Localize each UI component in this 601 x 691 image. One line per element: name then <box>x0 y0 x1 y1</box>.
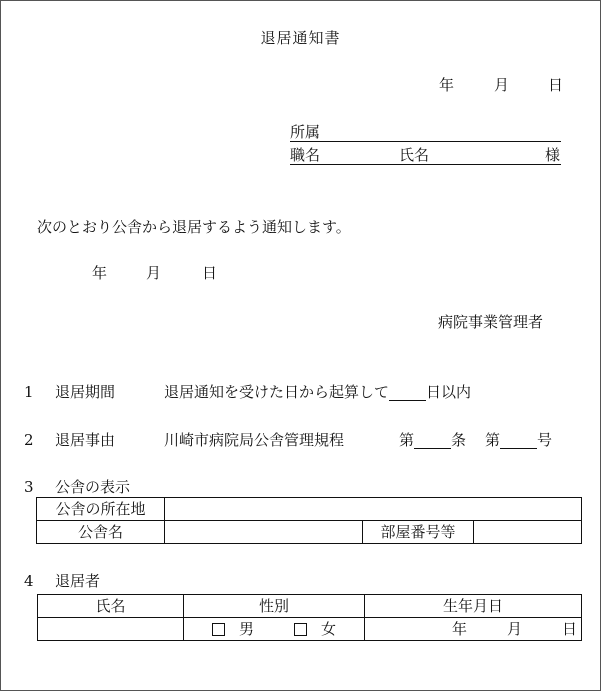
section-1-number: 1 <box>24 383 34 401</box>
housing-name-input[interactable] <box>165 521 363 544</box>
period-days-blank[interactable] <box>389 384 426 401</box>
affiliation-underline <box>290 141 561 142</box>
effective-date-day: 日 <box>202 264 218 282</box>
section-4-number: 4 <box>24 572 34 590</box>
name-label: 氏名 <box>399 146 430 164</box>
affiliation-label: 所属 <box>290 123 321 141</box>
issue-date-month: 月 <box>494 76 510 94</box>
room-label: 部屋番号等 <box>363 521 474 544</box>
recipient-underline <box>290 164 561 165</box>
male-label: 男 <box>238 620 254 638</box>
period-text-after: 日以内 <box>426 383 472 401</box>
section-4-label: 退居者 <box>55 572 101 590</box>
notice-text: 次のとおり公舎から退居するよう通知します。 <box>37 218 351 236</box>
issue-date-day: 日 <box>548 76 564 94</box>
document-title: 退居通知書 <box>260 29 341 47</box>
housing-table <box>36 497 582 544</box>
female-label: 女 <box>321 620 337 638</box>
issuer: 病院事業管理者 <box>438 313 544 331</box>
effective-date-month: 月 <box>146 264 162 282</box>
housing-name-label: 公舎名 <box>37 521 165 544</box>
item-prefix: 第 <box>485 431 501 449</box>
location-label: 公舎の所在地 <box>37 498 165 521</box>
birth-year: 年 <box>451 620 467 638</box>
col-gender-header: 性別 <box>184 595 365 618</box>
col-birth-header: 生年月日 <box>365 595 582 618</box>
item-suffix: 号 <box>537 431 553 449</box>
male-checkbox[interactable] <box>212 623 225 636</box>
effective-date-year: 年 <box>92 264 108 282</box>
table-row <box>37 521 582 544</box>
section-2-article <box>399 431 552 449</box>
birth-month: 月 <box>506 620 522 638</box>
gender-cell <box>184 618 365 641</box>
room-input[interactable] <box>474 521 582 544</box>
location-input[interactable] <box>165 498 582 521</box>
birth-day: 日 <box>561 620 577 638</box>
female-checkbox[interactable] <box>294 623 307 636</box>
section-1-text <box>164 383 471 401</box>
section-1-label: 退居期間 <box>55 383 116 401</box>
item-blank[interactable] <box>500 432 537 449</box>
table-row <box>37 498 582 521</box>
section-2-number: 2 <box>24 431 34 449</box>
article-prefix: 第 <box>399 431 415 449</box>
period-text-before: 退居通知を受けた日から起算して <box>164 383 390 401</box>
table-row <box>38 595 582 618</box>
col-name-header: 氏名 <box>38 595 184 618</box>
honorific: 様 <box>545 146 561 164</box>
resident-name-input[interactable] <box>38 618 184 641</box>
position-label: 職名 <box>290 146 321 164</box>
table-row <box>38 618 582 641</box>
article-blank[interactable] <box>414 432 451 449</box>
regulation-name: 川崎市病院局公舎管理規程 <box>164 431 345 449</box>
resident-table <box>37 594 582 641</box>
section-3-label: 公舎の表示 <box>55 478 131 496</box>
section-2-label: 退居事由 <box>55 431 116 449</box>
article-suffix: 条 <box>451 431 467 449</box>
issue-date-year: 年 <box>439 76 455 94</box>
section-3-number: 3 <box>24 478 34 496</box>
birth-date-cell[interactable] <box>365 618 582 641</box>
